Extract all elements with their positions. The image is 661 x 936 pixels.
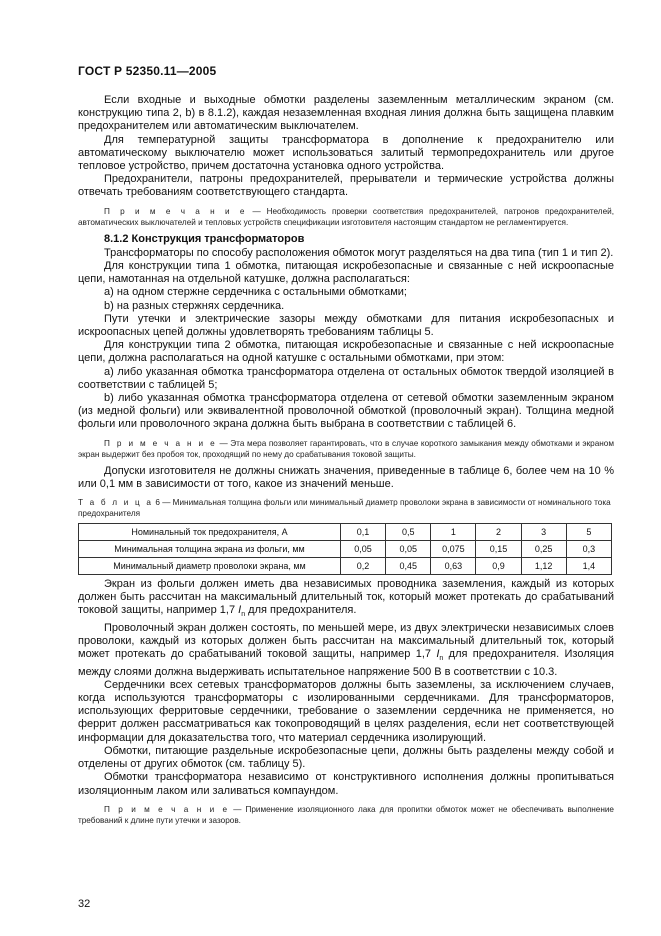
table-cell: 0,3: [566, 541, 611, 558]
note: [78, 438, 614, 460]
note-text: — Эта мера позволяет гарантировать, что в случае короткого замыкания между обмотками и экраном экран выдержит без пробоя ток, проходящий по нему до срабатывания токовой защиты.: [78, 438, 614, 459]
table-cell: 0,05: [386, 541, 431, 558]
table-row: [79, 524, 612, 541]
table-row-label: Минимальная толщина экрана из фольги, мм: [79, 541, 341, 558]
list-item: а) на одном стержне сердечника с остальными обмотками;: [104, 286, 407, 299]
paragraph: Для конструкции типа 2 обмотка, питающая искробезопасные и связанные с ней искроопасные цепи, должна располагаться на одной катушке с остальными обмотками, при этом:: [78, 339, 614, 365]
note-label: П р и м е ч а н и е: [104, 438, 217, 448]
note: [78, 804, 614, 826]
table-cell: 5: [566, 524, 611, 541]
document-header: ГОСТ Р 52350.11—2005: [78, 64, 217, 78]
note-label: П р и м е ч а н и е: [104, 206, 247, 216]
paragraph: Для температурной защиты трансформатора в дополнение к предохранителю или автоматическому выключателю может использоваться залитый термопредохранитель или другое тепловое устройство, причем достаточна установка одного устройства.: [78, 133, 614, 173]
paragraph: Если входные и выходные обмотки разделены заземленным металлическим экраном (см. конструкцию типа 2, b) в 8.1.2), каждая незаземленная входная линия должна быть защищена плавким предохранителем или автоматическим выключателем.: [78, 94, 614, 133]
table-cell: 0,45: [386, 558, 431, 575]
note: [78, 206, 614, 228]
paragraph: Обмотки трансформатора независимо от конструктивного исполнения должны пропитываться изоляционным лаком или заливаться компаундом.: [78, 771, 614, 797]
table-cell: 1: [431, 524, 476, 541]
table-cell: 0,2: [340, 558, 385, 575]
paragraph: Пути утечки и электрические зазоры между обмотками для питания искробезопасных и искроопасных цепей должны удовлетворять требованиям таблицы 5.: [78, 312, 614, 339]
table-cell: 1,12: [521, 558, 566, 575]
table-cell: 0,63: [431, 558, 476, 575]
table-cell: 0,15: [476, 541, 521, 558]
table-cell: 3: [521, 524, 566, 541]
table-cell: 2: [476, 524, 521, 541]
table-cell: 0,075: [431, 541, 476, 558]
table-cell: 0,9: [476, 558, 521, 575]
table-caption-label: Т а б л и ц а: [78, 498, 154, 508]
fuse-shield-table: [78, 523, 612, 575]
list-item: b) на разных стержнях сердечника.: [104, 299, 285, 312]
table-cell: 0,25: [521, 541, 566, 558]
paragraph: Обмотки, питающие раздельные искробезопасные цепи, должны быть разделены между собой и отделены от других обмоток (см. таблицу 5).: [78, 744, 614, 771]
paragraph: Сердечники всех сетевых трансформаторов должны быть заземлены, за исключением случаев, когда используются трансформаторы с изолированными сердечниками. Для трансформаторов, использующих ферритовые сердечники, требование о заземлении сердечника не применяется, но феррит должен рассматриваться как токопроводящий в целях разделения, если нет соответствующей информации для доказательства того, что материал сердечника изолирующий.: [78, 678, 614, 744]
table-row: [79, 541, 612, 558]
table-cell: 0,1: [340, 524, 385, 541]
section-heading: 8.1.2 Конструкция трансформаторов: [104, 232, 305, 245]
paragraph: Экран из фольги должен иметь два независимых проводника заземления, каждый из которых должен быть рассчитан на максимальный длительный ток, который может протекать до срабатываний токовой защиты, например 1,7 $I_n$ для предохранителя.: [78, 578, 614, 619]
table-row: [79, 558, 612, 575]
paragraph: Допуски изготовителя не должны снижать значения, приведенные в таблице 6, более чем на 10 % или 0,1 мм в зависимости от того, какое из значений меньше.: [78, 464, 614, 490]
table-caption-text: 6 — Минимальная толщина фольги или минимальный диаметр проволоки экрана в зависимости от номинального тока предохранителя: [78, 498, 611, 519]
page-number: 32: [78, 898, 91, 910]
paragraph: Предохранители, патроны предохранителей, прерыватели и термические устройства должны отвечать требованиям соответствующего стандарта.: [78, 173, 614, 199]
list-item: а) либо указанная обмотка трансформатора отделена от остальных обмоток твердой изоляцией в соответствии с таблицей 5;: [78, 365, 614, 391]
table-caption: [78, 497, 614, 519]
table-cell: 1,4: [566, 558, 611, 575]
paragraph: Проволочный экран должен состоять, по меньшей мере, из двух электрически независимых слоев проволоки, каждый из которых должен быть рассчитан на максимальный длительный ток, который может протекать до срабатываний токовой защиты, например 1,7 $I_n$ для предохранителя. Изоляция между слоями должна выдерживать испытательное напряжение 500 В в соответствии с 10.3.: [78, 621, 615, 678]
table-cell: 0,05: [340, 541, 385, 558]
note-text: — Необходимость проверки соответствия предохранителей, патронов предохранителей, автоматических выключателей и тепловых устройств спецификации изготовителя настоящим стандартом не регламентируется.: [78, 206, 614, 227]
table-row-label: Минимальный диаметр проволоки экрана, мм: [79, 558, 341, 575]
document-body: [78, 94, 614, 831]
table-row-label: Номинальный ток предохранителя, А: [79, 524, 341, 541]
list-item: b) либо указанная обмотка трансформатора отделена от сетевой обмотки заземленным экраном (из медной фольги) или эквивалентной проволочной обмоткой (проволочный экран). Толщина медной фольги или проволочного экрана должна быть выбрана в соответствии с таблицей 6.: [78, 392, 614, 431]
paragraph: Трансформаторы по способу расположения обмоток могут разделяться на два типа (тип 1 и тип 2).: [104, 246, 614, 259]
note-text: — Применение изоляционного лака для пропитки обмоток может не обеспечивать выполнение требований к длине пути утечки и зазоров.: [78, 804, 614, 825]
table-cell: 0,5: [386, 524, 431, 541]
note-label: П р и м е ч а н и е: [104, 804, 230, 814]
paragraph: Для конструкции типа 1 обмотка, питающая искробезопасные и связанные с ней искроопасные цепи, намотанная на отдельной катушке, должна располагаться:: [78, 260, 614, 286]
